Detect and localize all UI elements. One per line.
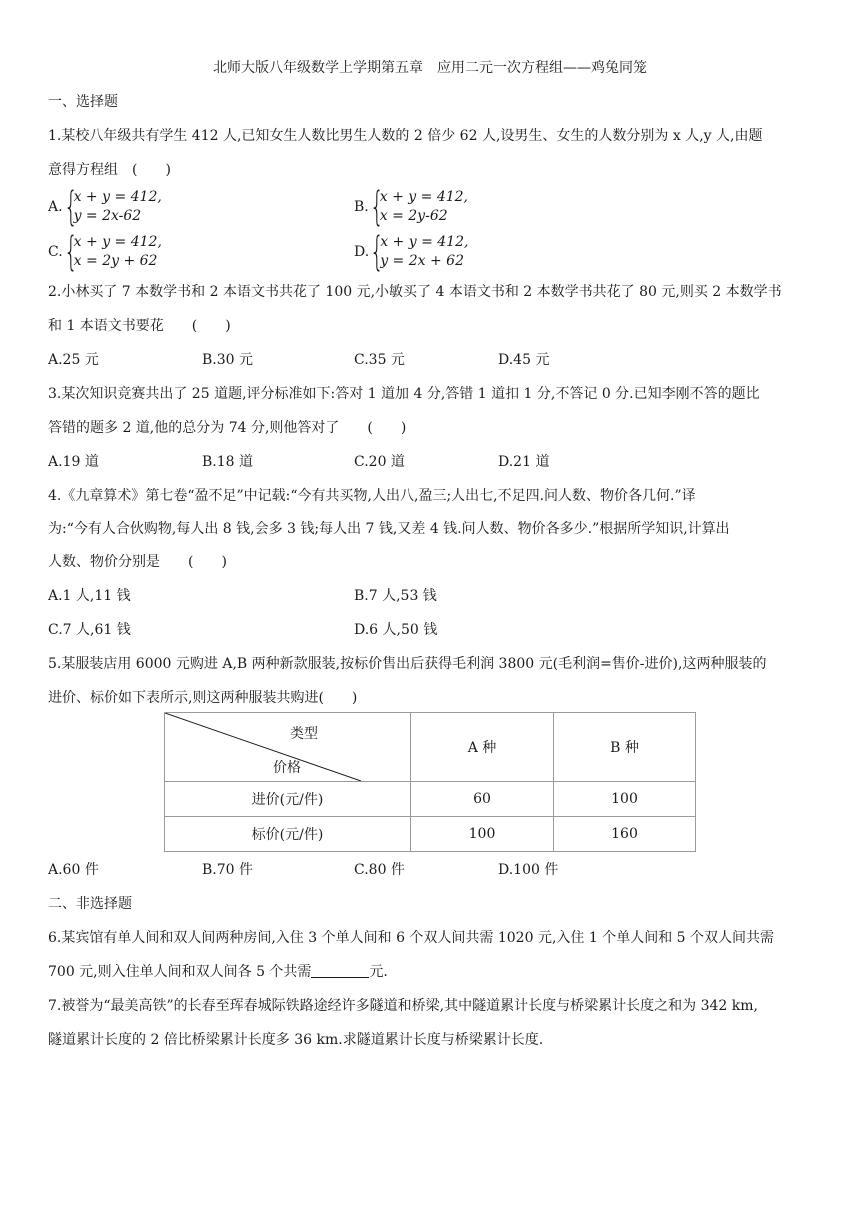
option-label: D. — [354, 243, 370, 260]
q3-option-c[interactable]: C.20 道 — [354, 454, 405, 470]
cell-b: 160 — [554, 817, 696, 852]
q1-option-a[interactable] — [48, 184, 162, 230]
row-label: 标价(元/件) — [165, 817, 411, 852]
q4-option-a[interactable]: A.1 人,11 钱 — [48, 588, 131, 604]
q4-option-d[interactable]: D.6 人,50 钱 — [354, 622, 438, 638]
q4-stem-line2: 为:“今有人合伙购物,每人出 8 钱,会多 3 钱;每人出 7 钱,又差 4 钱.问人数、物价各多少.”根据所学知识,计算出 — [48, 521, 730, 537]
q2-option-a[interactable]: A.25 元 — [48, 352, 99, 368]
table-row — [165, 782, 696, 817]
cell-b: 100 — [554, 782, 696, 817]
q6-stem-line2 — [48, 962, 388, 982]
equation: x + y = 412, — [73, 234, 162, 250]
equation: x = 2y-62 — [379, 208, 448, 224]
cell-a: 100 — [411, 817, 554, 852]
q7-stem-line1: 7.被誉为“最美高铁”的长春至珲春城际铁路途经许多隧道和桥梁,其中隧道累计长度与桥梁累计长度之和为 342 km, — [48, 998, 758, 1014]
answer-blank[interactable] — [311, 963, 369, 978]
q2-stem-line1: 2.小林买了 7 本数学书和 2 本语文书共花了 100 元,小敏买了 4 本语文书和 2 本数学书共花了 80 元,则买 2 本数学书 — [48, 284, 782, 300]
equation: y = 2x + 62 — [380, 253, 464, 269]
q5-option-c[interactable]: C.80 件 — [354, 862, 405, 878]
equation: x + y = 412, — [379, 189, 468, 205]
section-heading-nonchoice: 二、非选择题 — [48, 896, 132, 912]
q2-option-c[interactable]: C.35 元 — [354, 352, 405, 368]
q6-text-after-blank: 元. — [369, 964, 388, 980]
brace-glyph: { — [369, 184, 384, 230]
corner-header-type: 类型 — [290, 726, 318, 742]
q4-stem-line1: 4.《九章算术》第七卷“盈不足”中记载:“今有共买物,人出八,盈三;人出七,不足四.问人数、物价各几何.”译 — [48, 488, 696, 504]
brace-glyph: { — [63, 184, 78, 230]
q1-option-d[interactable] — [354, 229, 469, 275]
q5-stem-line2: 进价、标价如下表所示,则这两种服装共购进( ) — [48, 690, 358, 706]
equation: x = 2y + 62 — [73, 253, 158, 269]
equation: y = 2x-62 — [73, 208, 142, 224]
q1-option-c[interactable] — [48, 229, 162, 275]
table-corner-cell — [165, 713, 411, 782]
q4-option-b[interactable]: B.7 人,53 钱 — [354, 588, 437, 604]
q3-option-d[interactable]: D.21 道 — [498, 454, 550, 470]
row-label: 进价(元/件) — [165, 782, 411, 817]
page-title: 北师大版八年级数学上学期第五章 应用二元一次方程组——鸡兔同笼 — [213, 60, 647, 76]
q6-stem-line1: 6.某宾馆有单人间和双人间两种房间,入住 3 个单人间和 6 个双人间共需 1020 元,入住 1 个单人间和 5 个双人间共需 — [48, 930, 775, 946]
brace-glyph: { — [370, 229, 385, 275]
equation: x + y = 412, — [380, 234, 469, 250]
q4-option-c[interactable]: C.7 人,61 钱 — [48, 622, 131, 638]
q3-stem-line2: 答错的题多 2 道,他的总分为 74 分,则他答对了 ( ) — [48, 420, 407, 436]
q4-stem-line3: 人数、物价分别是 ( ) — [48, 554, 227, 570]
column-header-b: B 种 — [554, 713, 696, 782]
equation: x + y = 412, — [73, 189, 162, 205]
q7-stem-line2: 隧道累计长度的 2 倍比桥梁累计长度多 36 km.求隧道累计长度与桥梁累计长度. — [48, 1032, 544, 1048]
q1-stem-line2: 意得方程组 ( ) — [48, 162, 171, 178]
q1-stem-line1: 1.某校八年级共有学生 412 人,已知女生人数比男生人数的 2 倍少 62 人,设男生、女生的人数分别为 x 人,y 人,由题 — [48, 128, 763, 144]
q2-stem-line2: 和 1 本语文书要花 ( ) — [48, 318, 231, 334]
q2-option-b[interactable]: B.30 元 — [202, 352, 254, 368]
option-label: C. — [48, 243, 63, 260]
table-row — [165, 817, 696, 852]
q6-text-before-blank: 700 元,则入住单人间和双人间各 5 个共需 — [48, 964, 312, 980]
q2-option-d[interactable]: D.45 元 — [498, 352, 550, 368]
q5-stem-line1: 5.某服装店用 6000 元购进 A,B 两种新款服装,按标价售出后获得毛利润 3800 元(毛利润=售价-进价),这两种服装的 — [48, 656, 767, 672]
option-label: A. — [48, 198, 63, 215]
q3-option-a[interactable]: A.19 道 — [48, 454, 99, 470]
q5-option-b[interactable]: B.70 件 — [202, 862, 254, 878]
q3-stem-line1: 3.某次知识竞赛共出了 25 道题,评分标准如下:答对 1 道加 4 分,答错 1 道扣 1 分,不答记 0 分.已知李刚不答的题比 — [48, 386, 760, 402]
corner-header-price: 价格 — [273, 760, 301, 776]
option-label: B. — [354, 198, 369, 215]
price-table — [164, 712, 696, 852]
column-header-a: A 种 — [411, 713, 554, 782]
section-heading-choice: 一、选择题 — [48, 94, 118, 110]
cell-a: 60 — [411, 782, 554, 817]
q5-option-a[interactable]: A.60 件 — [48, 862, 99, 878]
q5-option-d[interactable]: D.100 件 — [498, 862, 559, 878]
q3-option-b[interactable]: B.18 道 — [202, 454, 254, 470]
brace-glyph: { — [63, 229, 78, 275]
q1-option-b[interactable] — [354, 184, 468, 230]
